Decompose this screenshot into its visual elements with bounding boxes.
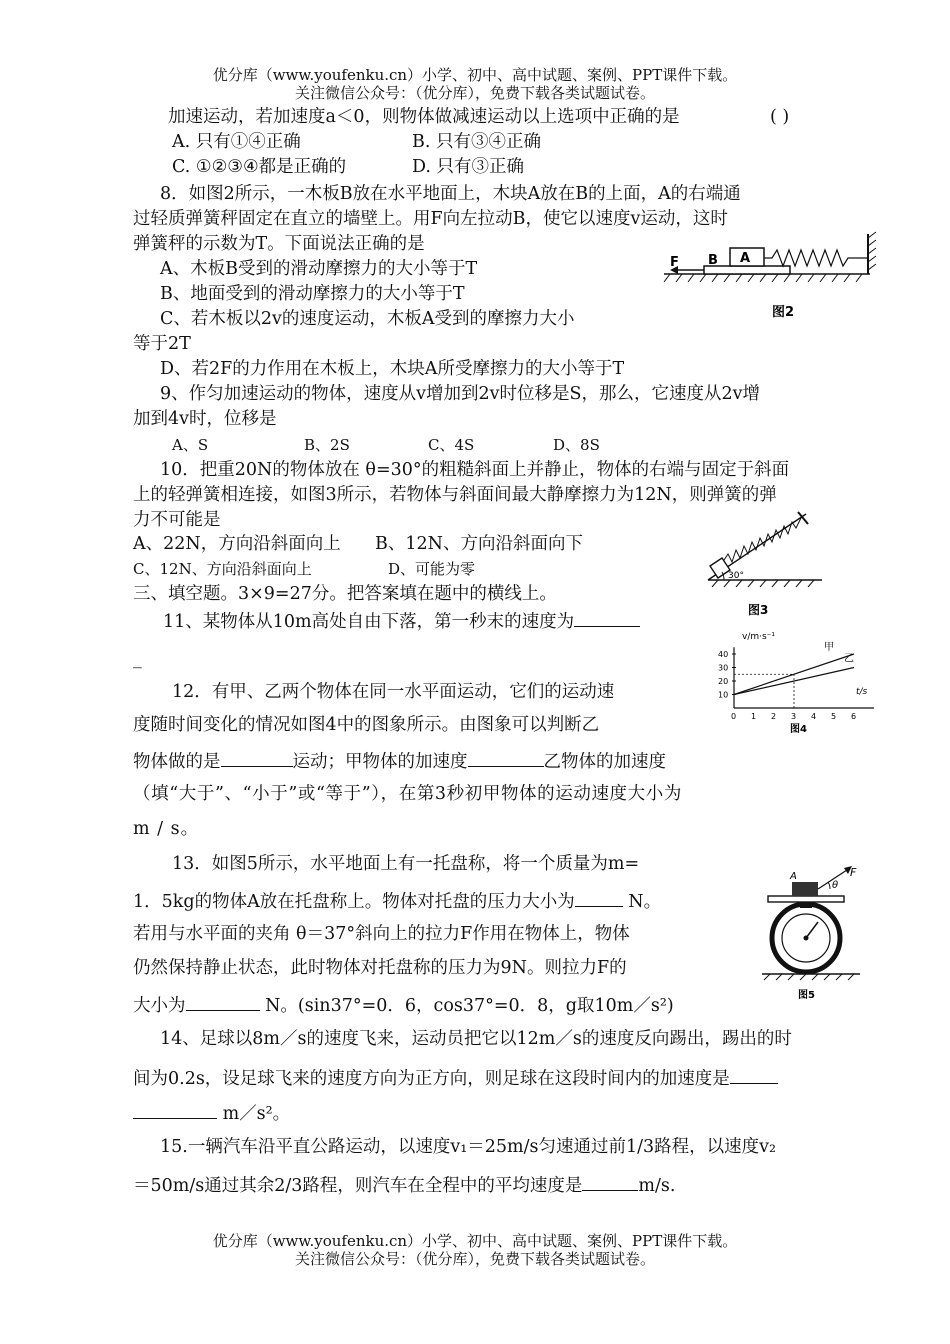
q12-line-1: 12．有甲、乙两个物体在同一水平面运动，它们的运动速 xyxy=(172,682,615,702)
figure-3-angle: 30° xyxy=(728,571,744,581)
header-line-1: 优分库（www.youfenku.cn）小学、初中、高中试题、案例、PPT课件下载。 xyxy=(212,66,738,84)
chart-x-tick-label: 3 xyxy=(791,712,797,721)
q10-line-1: 10．把重20N的物体放在 θ=30°的粗糙斜面上并静止，物体的右端与固定于斜面 xyxy=(160,460,790,480)
q8-line-2: 过轻质弹簧秤固定在直立的墙壁上。用F向左拉动B，使它以速度v运动，这时 xyxy=(133,209,728,229)
chart-x-tick-label: 0 xyxy=(731,712,737,721)
q15-line-1: 15.一辆汽车沿平直公路运动，以速度v₁＝25m/s匀速通过前1/3路程，以速度v₂ xyxy=(160,1137,777,1157)
figure-5-label-theta: θ xyxy=(832,880,839,891)
chart-series-label: 甲 xyxy=(824,642,834,653)
figure-3 xyxy=(698,502,828,622)
q7-option-a: A. 只有①④正确 xyxy=(172,132,301,152)
q9-option-b: B、2S xyxy=(304,436,350,454)
figure-2-label-f: F xyxy=(670,255,679,270)
q9-line-2: 加到4v时，位移是 xyxy=(133,409,277,429)
figure-5-caption: 图5 xyxy=(798,990,815,1001)
q8-option-a: A、木板B受到的滑动摩擦力的大小等于T xyxy=(160,259,478,279)
chart-y-tick-label: 40 xyxy=(718,650,729,659)
figure-4-chart xyxy=(716,628,886,736)
q12-line-3-c: 乙物体的加速度 xyxy=(543,752,666,772)
q7-paren: ( ) xyxy=(770,107,790,127)
q11-text: 11、某物体从10m高处自由下落，第一秒末的速度为 xyxy=(163,612,575,632)
q14-line-2 xyxy=(133,1065,778,1090)
q14-line-2-a: 间为0.2s，设足球飞来的速度方向为正方向，则足球在这段时间内的加速度是 xyxy=(133,1069,730,1089)
q12-line-4: （填“大于”、“小于”或“等于”），在第3秒初甲物体的运动速度大小为 xyxy=(133,784,682,804)
q13-blank-2[interactable] xyxy=(186,992,260,1011)
q13-line-2-a: 1．5kg的物体A放在托盘称上。物体对托盘的压力大小为 xyxy=(133,892,575,912)
q12-line-5: m / s。 xyxy=(133,819,200,839)
q7-option-b: B. 只有③④正确 xyxy=(412,132,541,152)
q10-option-c: C、12N、方向沿斜面向上 xyxy=(133,560,312,578)
chart-x-label: t/s xyxy=(856,687,868,697)
q13-line-5 xyxy=(133,992,674,1017)
chart-x-tick-label: 5 xyxy=(831,712,837,721)
q9-option-c: C、4S xyxy=(428,436,475,454)
chart-y-tick-label: 30 xyxy=(718,663,729,673)
q8-option-d: D、若2F的力作用在木板上，木块A所受摩擦力的大小等于T xyxy=(160,359,625,379)
section-3-heading: 三、填空题。3×9=27分。把答案填在题中的横线上。 xyxy=(133,584,557,604)
q13-line-2 xyxy=(133,888,661,913)
q10-line-2: 上的轻弹簧相连接，如图3所示，若物体与斜面间最大静摩擦力为12N，则弹簧的弹 xyxy=(133,485,777,505)
q13-line-2-b: N。 xyxy=(628,892,662,912)
q10-option-b: B、12N、方向沿斜面向下 xyxy=(375,534,583,554)
q15-line-2 xyxy=(133,1172,675,1197)
q12-line-3-b: 运动；甲物体的加速度 xyxy=(292,752,468,772)
q10-option-a: A、22N，方向沿斜面向上 xyxy=(133,534,341,554)
q8-line-1: 8．如图2所示，一木板B放在水平地面上，木块A放在B的上面，A的右端通 xyxy=(160,184,741,204)
figure-2-caption: 图2 xyxy=(772,305,795,320)
q13-line-3: 若用与水平面的夹角 θ＝37°斜向上的拉力F作用在物体上，物体 xyxy=(133,924,630,944)
q12-line-3-a: 物体做的是 xyxy=(133,752,221,772)
q15-line-2-b: m/s. xyxy=(638,1176,676,1196)
q14-blank-end[interactable] xyxy=(133,1100,217,1119)
q7-option-c: C. ①②③④都是正确的 xyxy=(172,157,347,177)
chart-x-tick-label: 6 xyxy=(851,712,857,721)
q8-line-3: 弹簧秤的示数为T。下面说法正确的是 xyxy=(133,234,425,254)
q12-blank-1[interactable] xyxy=(221,748,293,767)
figure-3-caption: 图3 xyxy=(748,603,769,617)
footer-line-2: 关注微信公众号：（优分库），免费下载各类试题试卷。 xyxy=(294,1250,655,1268)
q15-line-2-a: ＝50m/s通过其余2/3路程，则汽车在全程中的平均速度是 xyxy=(133,1176,583,1196)
q13-line-5-b: N。(sin37°=0．6，cos37°=0．8，g取10m／s²) xyxy=(265,996,674,1016)
q10-line-3: 力不可能是 xyxy=(133,510,221,530)
q13-line-4: 仍然保持静止状态，此时物体对托盘称的压力为9N。则拉力F的 xyxy=(133,958,627,978)
q12-line-3 xyxy=(133,748,666,773)
q13-line-5-a: 大小为 xyxy=(133,996,186,1016)
q9-option-d: D、8S xyxy=(553,436,600,454)
figure-5-label-f: F xyxy=(850,866,857,879)
q14-line-1: 14、足球以8m／s的速度飞来，运动员把它以12m／s的速度反向踢出，踢出的时 xyxy=(160,1029,792,1049)
q8-option-c-1: C、若木板以2v的速度运动，木板A受到的摩擦力大小 xyxy=(160,309,575,329)
figure-2 xyxy=(660,228,882,328)
q10-option-d: D、可能为零 xyxy=(388,560,476,578)
q12-line-2: 度随时间变化的情况如图4中的图象所示。由图象可以判断乙 xyxy=(133,715,600,735)
figure-2-label-b: B xyxy=(708,253,718,268)
figure-5-label-a: A xyxy=(790,871,797,882)
q14-line-3-b: m／s²。 xyxy=(222,1104,291,1124)
chart-y-tick-label: 20 xyxy=(718,677,729,686)
chart-y-label: v/m·s⁻¹ xyxy=(742,632,776,642)
figure-5 xyxy=(756,858,868,1008)
chart-y-tick-label: 10 xyxy=(718,690,729,700)
q11-line-2: _ xyxy=(133,649,142,669)
q15-blank[interactable] xyxy=(582,1172,638,1191)
chart-x-tick-label: 2 xyxy=(771,712,777,721)
q7-tail: 加速运动，若加速度a＜0，则物体做减速运动以上选项中正确的是 xyxy=(168,107,680,127)
chart-x-tick-label: 1 xyxy=(751,712,757,721)
chart-series-label: 乙 xyxy=(844,653,854,665)
figure-4-caption: 图4 xyxy=(790,724,807,735)
q7-option-d: D. 只有③正确 xyxy=(412,157,525,177)
header-line-2: 关注微信公众号：（优分库），免费下载各类试题试卷。 xyxy=(294,84,655,102)
q13-blank-1[interactable] xyxy=(575,888,623,907)
q8-option-c-2: 等于2T xyxy=(133,334,191,354)
q11-line-1 xyxy=(163,608,640,633)
q11-answer-blank[interactable] xyxy=(574,608,640,627)
q14-blank-start[interactable] xyxy=(730,1065,778,1084)
figure-2-label-a: A xyxy=(740,251,751,266)
chart-x-tick-label: 4 xyxy=(811,712,817,721)
q9-line-1: 9、作匀加速运动的物体，速度从v增加到2v时位移是S，那么，它速度从2v增 xyxy=(160,384,761,404)
footer-line-1: 优分库（www.youfenku.cn）小学、初中、高中试题、案例、PPT课件下载。 xyxy=(212,1232,738,1250)
q9-option-a: A、S xyxy=(172,436,209,454)
q12-blank-2[interactable] xyxy=(468,748,544,767)
q13-line-1: 13．如图5所示，水平地面上有一托盘称，将一个质量为m= xyxy=(172,854,640,874)
q14-line-3 xyxy=(133,1100,290,1125)
q8-option-b: B、地面受到的滑动摩擦力的大小等于T xyxy=(160,284,465,304)
